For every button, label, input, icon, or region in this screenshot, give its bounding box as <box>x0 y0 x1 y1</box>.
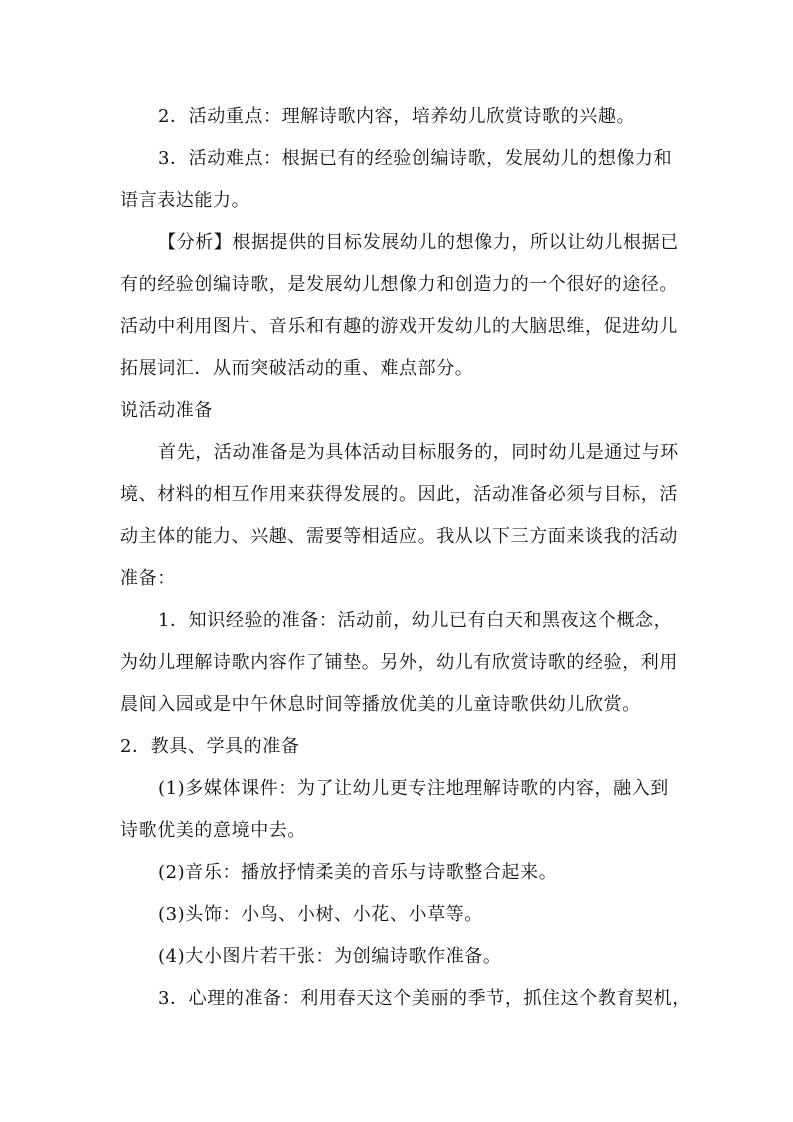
text-line-10: 境、材料的相互作用来获得发展的。因此，活动准备必须与目标，活 <box>120 484 678 505</box>
text-line-22: 3．心理的准备：利用春天这个美丽的季节，抓住这个教育契机， <box>158 988 691 1009</box>
text-line-9: 首先，活动准备是为具体活动目标服务的，同时幼儿是通过与环 <box>158 442 679 463</box>
text-line-7: 拓展词汇．从而突破活动的重、难点部分。 <box>120 358 474 379</box>
text-line-20: (3)头饰：小鸟、小树、小花、小草等。 <box>158 904 483 925</box>
text-line-19: (2)音乐：播放抒情柔美的音乐与诗歌整合起来。 <box>158 862 558 883</box>
text-line-1: 2．活动重点：理解诗歌内容，培养幼儿欣赏诗歌的兴趣。 <box>158 106 636 127</box>
text-line-13: 1．知识经验的准备：活动前，幼儿已有白天和黑夜这个概念， <box>158 610 673 631</box>
text-line-6: 活动中利用图片、音乐和有趣的游戏开发幼儿的大脑思维，促进幼儿 <box>120 316 678 337</box>
text-line-14: 为幼儿理解诗歌内容作了铺垫。另外，幼儿有欣赏诗歌的经验，利用 <box>120 652 678 673</box>
text-line-12: 准备： <box>120 568 176 589</box>
text-line-16: 2．教具、学具的准备 <box>120 736 300 757</box>
text-line-18: 诗歌优美的意境中去。 <box>120 820 306 841</box>
text-line-2: 3．活动难点：根据已有的经验创编诗歌，发展幼儿的想像力和 <box>158 148 673 169</box>
text-line-4: 【分析】根据提供的目标发展幼儿的想像力，所以让幼儿根据已 <box>158 232 679 253</box>
text-line-3: 语言表达能力。 <box>120 190 251 211</box>
section-heading: 说活动准备 <box>120 400 213 421</box>
text-line-5: 有的经验创编诗歌，是发展幼儿想像力和创造力的一个很好的途径。 <box>120 274 678 295</box>
text-line-17: (1)多媒体课件：为了让幼儿更专注地理解诗歌的内容，融入到 <box>158 778 669 799</box>
text-line-15: 晨间入园或是中午休息时间等播放优美的儿童诗歌供幼儿欣赏。 <box>120 694 641 715</box>
text-line-21: (4)大小图片若干张：为创编诗歌作准备。 <box>158 946 502 967</box>
text-line-11: 动主体的能力、兴趣、需要等相适应。我从以下三方面来谈我的活动 <box>120 526 678 547</box>
